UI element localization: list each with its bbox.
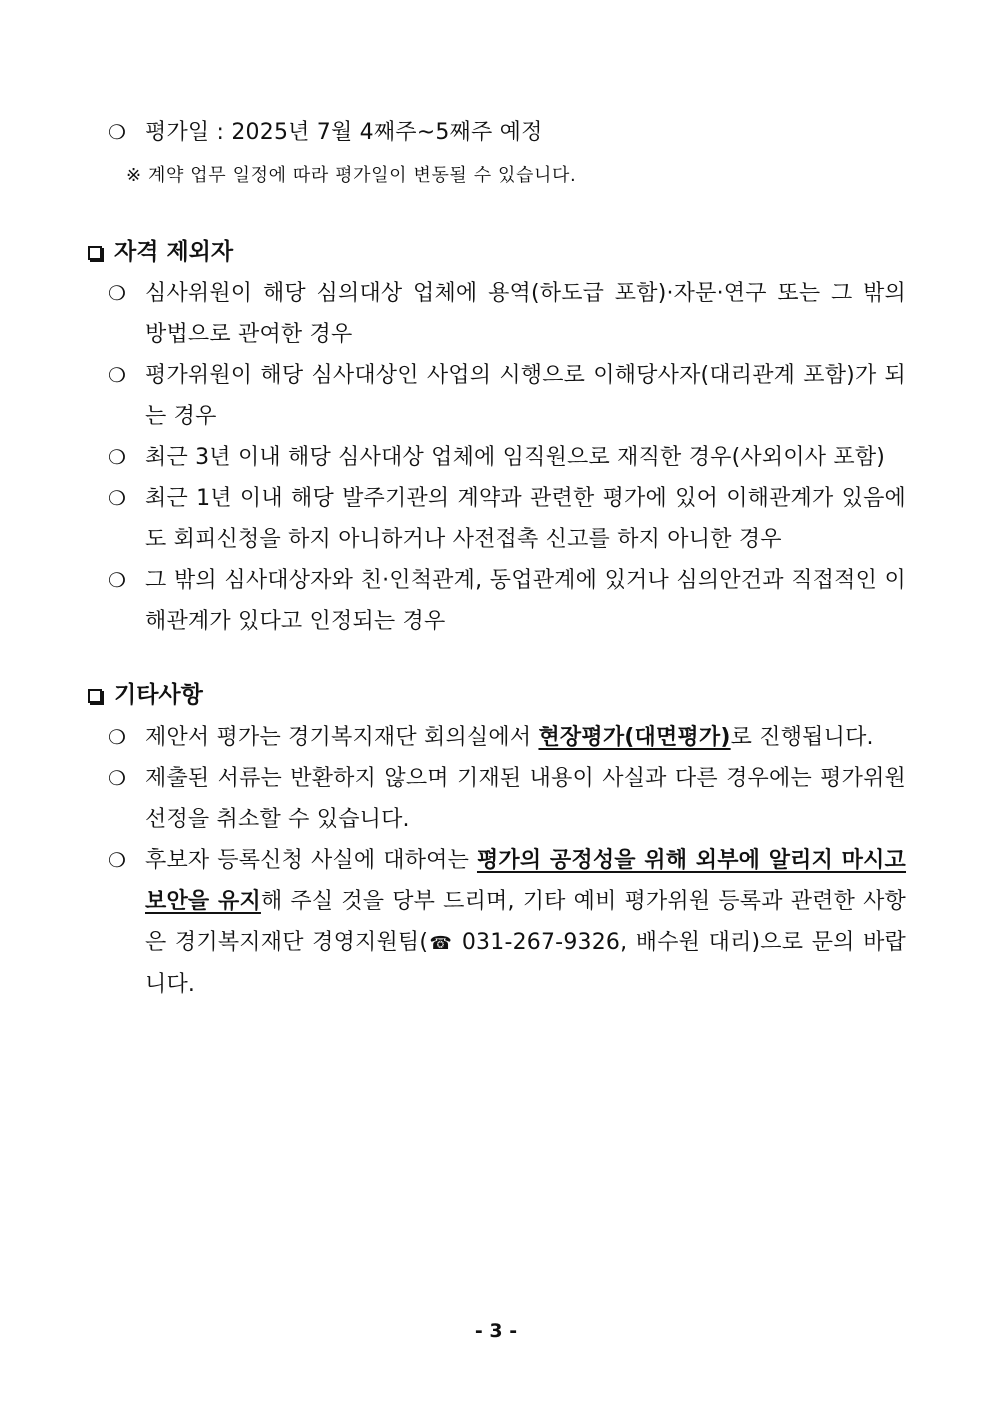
others-item-2: 제출된 서류는 반환하지 않으며 기재된 내용이 사실과 다른 경우에는 평가위원 선정을 취소할 수 있습니다. xyxy=(145,766,906,832)
section-heading-exclusion-label: 자격 제외자 xyxy=(114,239,234,265)
circle-bullet-icon: ❍ xyxy=(108,445,127,469)
list-item xyxy=(108,560,906,642)
list-item xyxy=(108,717,906,758)
exclusion-item-5: 그 밖의 심사대상자와 친·인척관계, 동업관계에 있거나 심의안건과 직접적인 이해관계가 있다고 인정되는 경우 xyxy=(145,568,906,634)
exclusion-item-3: 최근 3년 이내 해당 심사대상 업체에 임직원으로 재직한 경우(사외이사 포함) xyxy=(145,445,886,470)
list-item xyxy=(108,355,906,437)
list-item xyxy=(108,437,906,478)
checkbox-square-icon xyxy=(88,689,102,703)
on-site-evaluation-emphasis: 현장평가(대면평가) xyxy=(538,725,731,750)
section-heading-others-label: 기타사항 xyxy=(114,682,203,708)
telephone-icon: ☎ xyxy=(428,933,454,954)
exclusion-item-1: 심사위원이 해당 심의대상 업체에 용역(하도급 포함)·자문·연구 또는 그 밖의 방법으로 관여한 경우 xyxy=(145,281,906,347)
circle-bullet-icon: ❍ xyxy=(108,848,127,872)
circle-bullet-icon: ❍ xyxy=(108,281,127,305)
list-item xyxy=(108,758,906,840)
page-number: - 3 - xyxy=(474,1320,518,1342)
section-heading-exclusion xyxy=(88,236,233,268)
circle-bullet-icon: ❍ xyxy=(108,766,127,790)
list-item xyxy=(108,273,906,355)
list-item xyxy=(108,840,906,1005)
exclusion-item-4: 최근 1년 이내 해당 발주기관의 계약과 관련한 평가에 있어 이해관계가 있음에도 회피신청을 하지 아니하거나 사전접촉 신고를 하지 아니한 경우 xyxy=(145,486,906,552)
list-item xyxy=(108,478,906,560)
confidentiality-emphasis: 평가의 공정성을 위해 외부에 알리지 마시고 보안을 유지 xyxy=(145,848,907,914)
circle-bullet-icon: ❍ xyxy=(108,120,127,144)
checkbox-square-icon xyxy=(88,246,102,260)
others-item-1: 제안서 평가는 경기복지재단 회의실에서 현장평가(대면평가)로 진행됩니다. xyxy=(145,725,874,750)
eval-date-note: ※ 계약 업무 일정에 따라 평가일이 변동될 수 있습니다. xyxy=(126,165,577,186)
circle-bullet-icon: ❍ xyxy=(108,568,127,592)
eval-date-text: 평가일 : 2025년 7월 4째주~5째주 예정 xyxy=(145,120,543,145)
circle-bullet-icon: ❍ xyxy=(108,363,127,387)
section-heading-others xyxy=(88,679,203,711)
circle-bullet-icon: ❍ xyxy=(108,725,127,749)
exclusion-item-2: 평가위원이 해당 심사대상인 사업의 시행으로 이해당사자(대리관계 포함)가 되는 경우 xyxy=(145,363,906,429)
eval-date-item xyxy=(108,112,906,153)
others-item-3: 후보자 등록신청 사실에 대하여는 평가의 공정성을 위해 외부에 알리지 마시고 보안을 유지해 주실 것을 당부 드리며, 기타 예비 평가위원 등록과 관련한 사항은 경기복지재단 경영지원팀(☎ 031-267-9326, 배수원 대리)으로 문의 바랍니다. xyxy=(145,848,907,997)
circle-bullet-icon: ❍ xyxy=(108,486,127,510)
